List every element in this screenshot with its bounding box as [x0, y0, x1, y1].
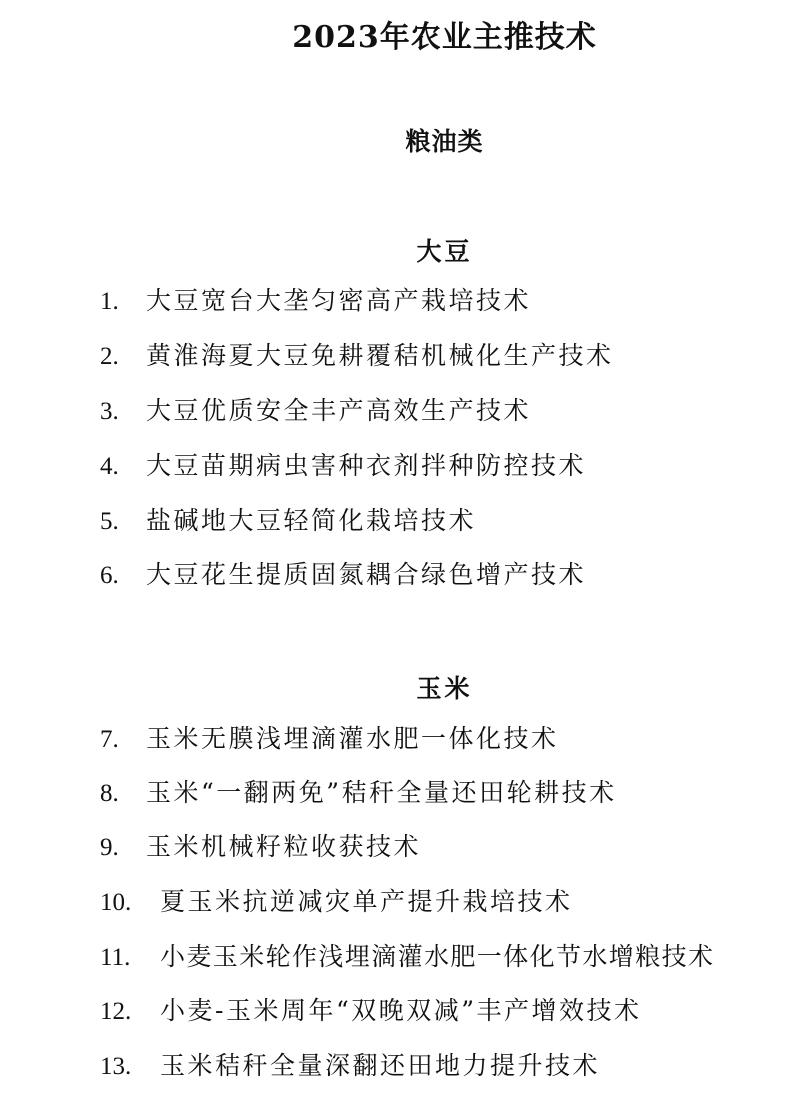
item-text: 玉米机械籽粒收获技术 — [146, 832, 422, 861]
item-text: 大豆宽台大垄匀密高产栽培技术 — [146, 286, 532, 315]
document-title: 2023年农业主推技术 — [292, 20, 597, 55]
list-item — [100, 450, 586, 482]
list-item — [100, 340, 614, 372]
item-number: 6. — [100, 562, 119, 589]
item-text: 大豆优质安全丰产高效生产技术 — [146, 396, 532, 425]
list-item — [100, 505, 476, 537]
list-item — [100, 285, 531, 317]
list-item — [100, 941, 714, 973]
list-item — [100, 1050, 600, 1082]
item-text: 夏玉米抗逆减灾单产提升栽培技术 — [160, 887, 573, 916]
item-number: 11. — [100, 944, 131, 971]
item-number: 5. — [100, 508, 119, 535]
category-heading: 粮油类 — [405, 127, 484, 156]
item-number: 3. — [100, 398, 119, 425]
item-text: 大豆苗期病虫害种衣剂拌种防控技术 — [146, 451, 587, 480]
item-text: 玉米秸秆全量深翻还田地力提升技术 — [160, 1051, 601, 1080]
list-item — [100, 995, 642, 1027]
item-number: 13. — [100, 1053, 132, 1080]
list-item — [100, 395, 531, 427]
list-item — [100, 559, 586, 591]
item-text: 黄淮海夏大豆免耕覆秸机械化生产技术 — [146, 341, 614, 370]
item-text: 玉米“一翻两免”秸秆全量还田轮耕技术 — [146, 778, 617, 807]
item-text: 小麦-玉米周年“双晚双减”丰产增效技术 — [160, 996, 642, 1025]
item-number: 1. — [100, 288, 119, 315]
list-item — [100, 831, 421, 863]
section-heading-corn: 玉米 — [416, 674, 473, 703]
section-heading-soybean: 大豆 — [416, 237, 473, 266]
item-text: 大豆花生提质固氮耦合绿色增产技术 — [146, 560, 587, 589]
item-text: 盐碱地大豆轻简化栽培技术 — [146, 506, 477, 535]
list-item — [100, 886, 573, 918]
item-number: 10. — [100, 889, 132, 916]
item-number: 8. — [100, 780, 119, 807]
list-item — [100, 777, 617, 809]
item-number: 12. — [100, 998, 132, 1025]
item-number: 9. — [100, 834, 119, 861]
item-text: 小麦玉米轮作浅埋滴灌水肥一体化节水增粮技术 — [160, 942, 715, 971]
item-number: 4. — [100, 453, 119, 480]
item-text: 玉米无膜浅埋滴灌水肥一体化技术 — [146, 724, 559, 753]
list-item — [100, 723, 559, 755]
item-number: 7. — [100, 726, 119, 753]
item-number: 2. — [100, 343, 119, 370]
